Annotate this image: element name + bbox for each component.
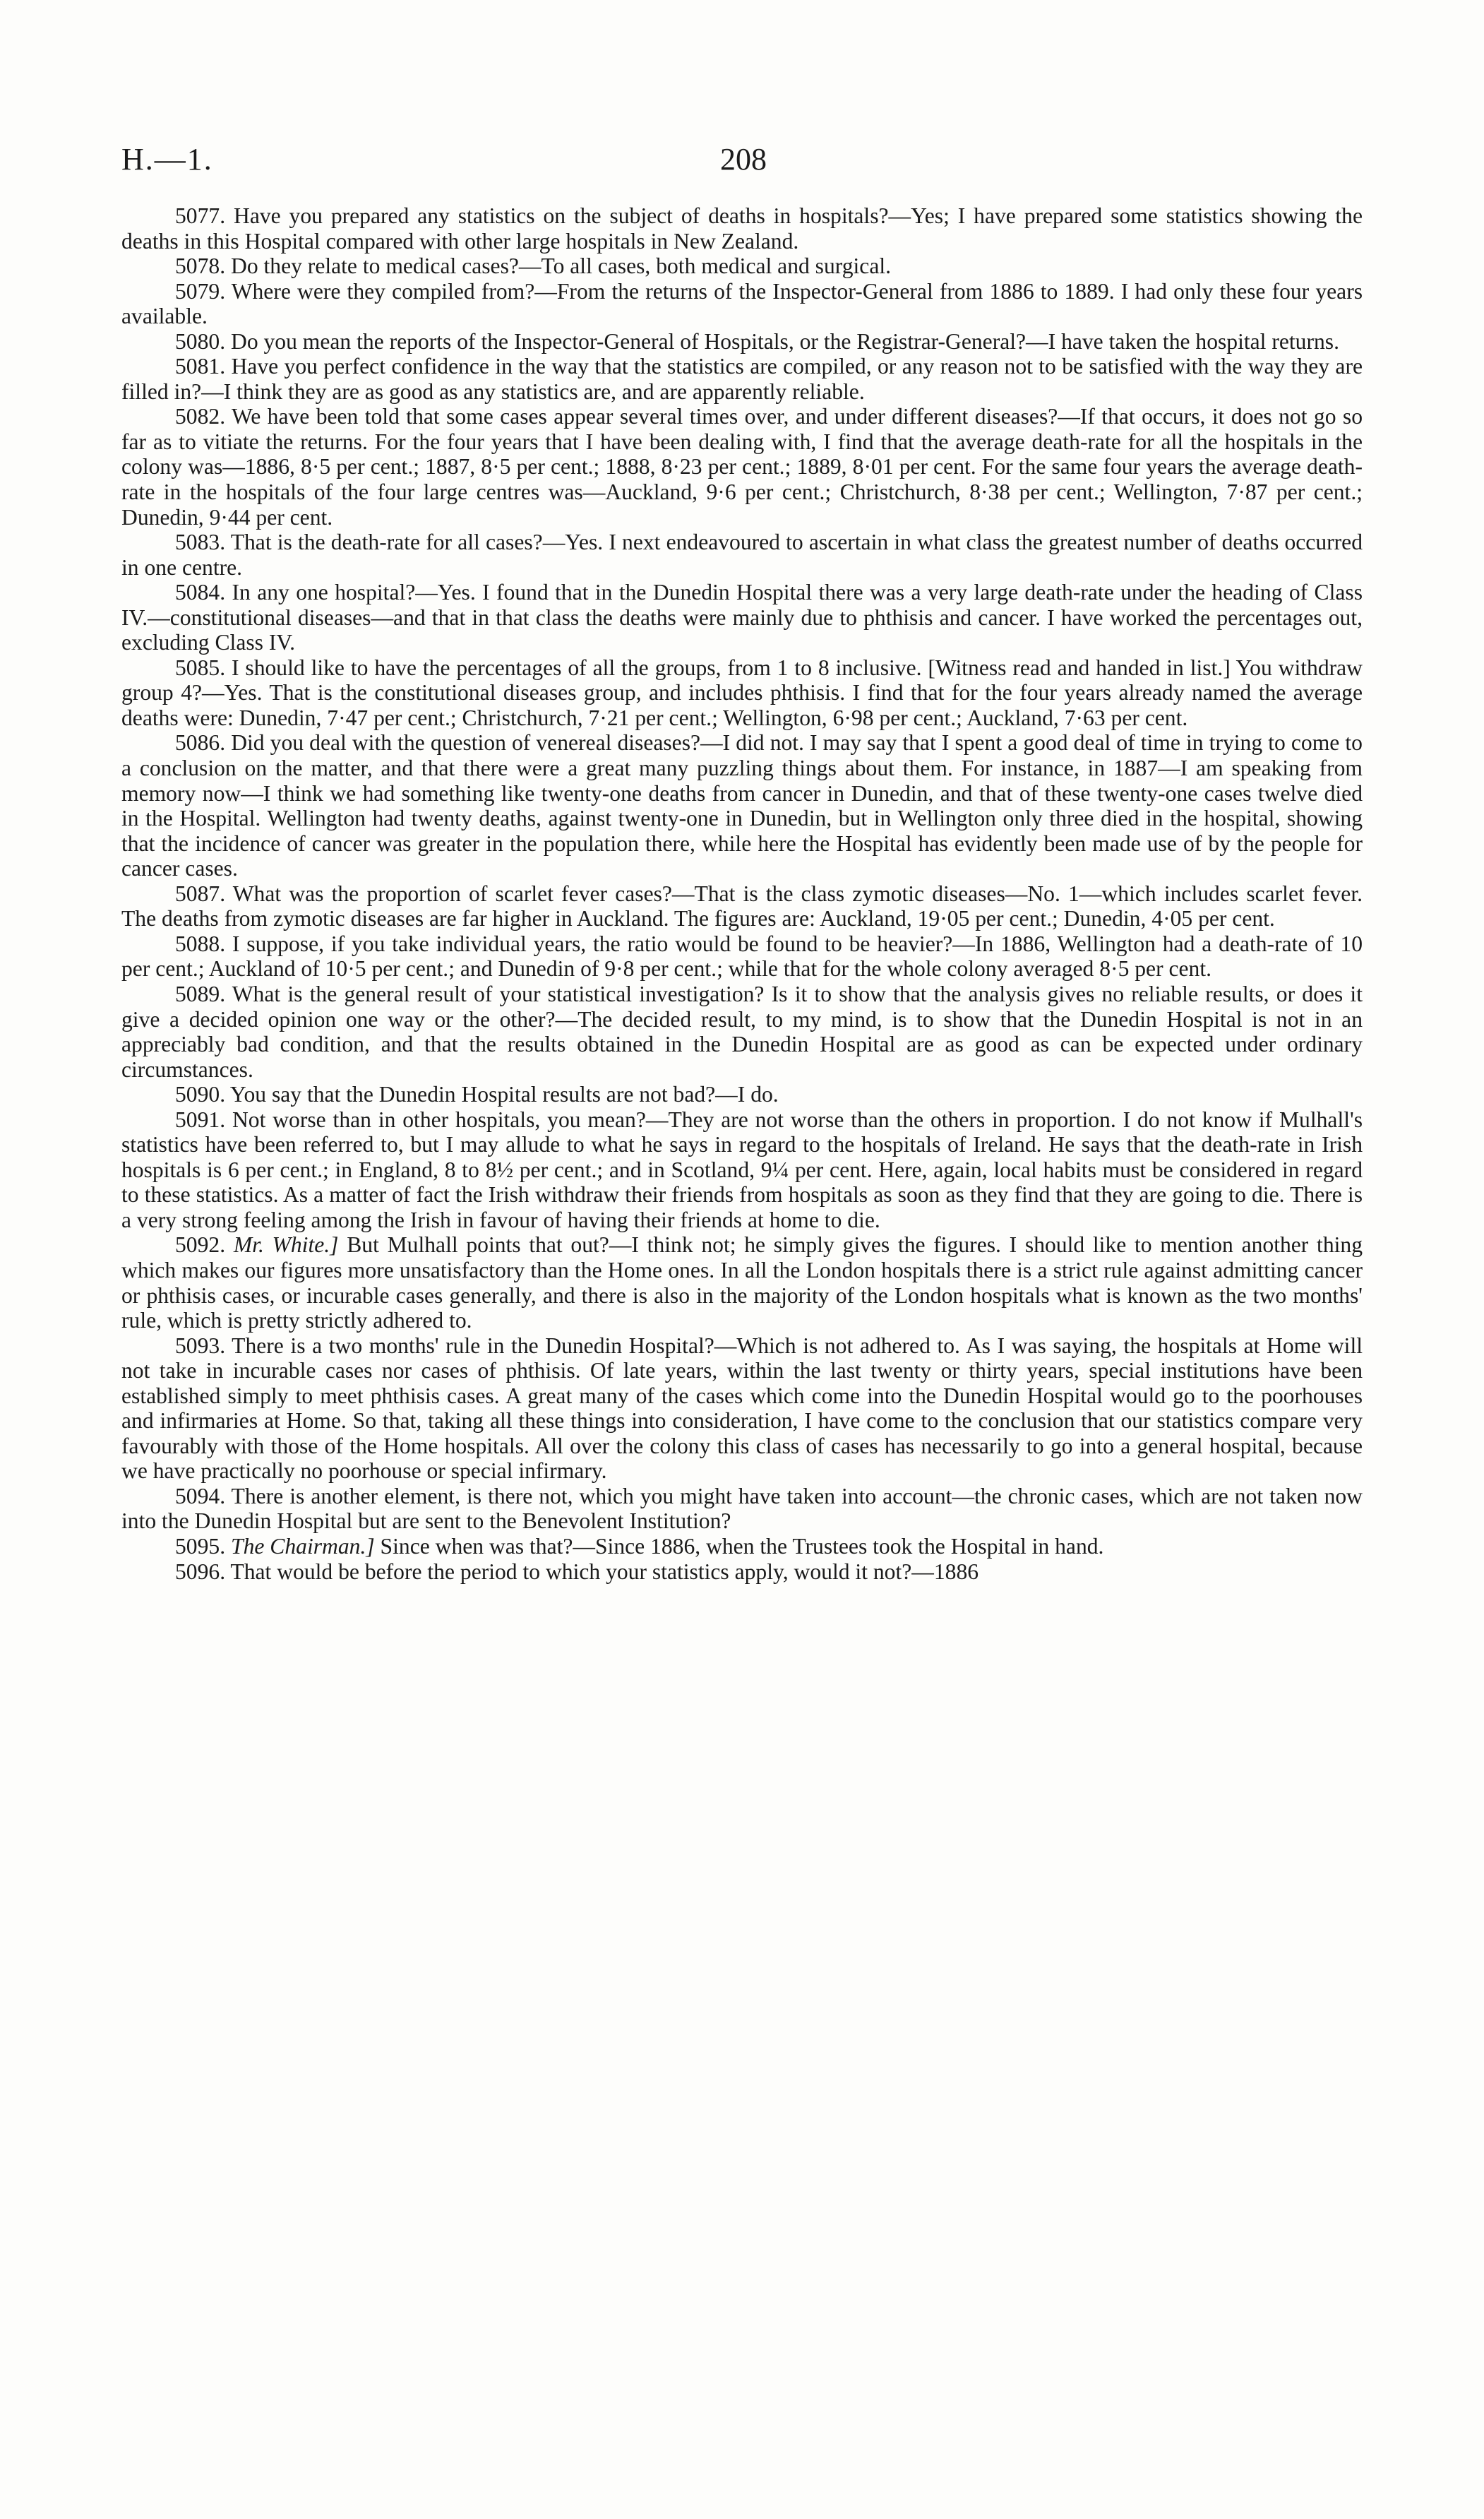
question-number: 5087. (175, 881, 226, 906)
paragraph-text: Do they relate to medical cases?—To all cases, both medical and surgical. (231, 254, 892, 279)
speaker-interjection: Mr. White.] (233, 1232, 339, 1258)
question-number: 5079. (175, 278, 226, 304)
paragraph-5077 (121, 203, 1363, 254)
paragraph-text: I suppose, if you take individual years, the ratio would be found to be heavier?—In 1886, Wellington had a death-rate of 10 per cent.; Auckland of 10·5 per cent.; and Dunedin of 9·8 per cent.; while that for the whole colony averaged 8·5 per cent. (121, 931, 1363, 982)
paragraph-text: There is a two months' rule in the Dunedin Hospital?—Which is not adhered to. As I was saying, the hospitals at Home will not take in incurable cases nor cases of phthisis. Of late years, within the last twenty or thirty years, special institutions have been established simply to meet phthisis cases. A great many of the cases which come into the Dunedin Hospital would go to the poorhouses and infirmaries at Home. So that, taking all these things into consideration, I have come to the conclusion that our statistics compare very favourably with those of the Home hospitals. All over the colony this class of cases has necessarily to go into a general hospital, because we have practically no poorhouse or special infirmary. (121, 1333, 1363, 1484)
document-reference: H.—1. (121, 142, 213, 177)
paragraph-5082 (121, 404, 1363, 530)
paragraph-5089 (121, 982, 1363, 1082)
paragraph-text: What was the proportion of scarlet fever cases?—That is the class zymotic diseases—No. 1—which includes scarlet fever. The deaths from zymotic diseases are far higher in Auckland. The figures are: Auckland, 19·05 per cent.; Dunedin, 4·05 per cent. (121, 881, 1363, 931)
paragraph-5090 (121, 1082, 1363, 1107)
paragraph-text: There is another element, is there not, which you might have taken into account—the chronic cases, which are not taken now into the Dunedin Hospital but are sent to the Benevolent Institution? (121, 1483, 1363, 1534)
question-number: 5084. (175, 580, 226, 605)
paragraph-5084 (121, 580, 1363, 655)
question-number: 5086. (175, 730, 226, 756)
paragraph-text: Did you deal with the question of venereal diseases?—I did not. I may say that I spent a good deal of time in trying to come to a conclusion on the matter, and that there were a great many puzzling things about them. For instance, in 1887—I am speaking from memory now—I think we had something like twenty-one deaths from cancer in Dunedin, and that of these twenty-one cases twelve died in the Hospital. Wellington had twenty deaths, against twenty-one in Dunedin, but in Wellington only three died in the hospital, showing that the incidence of cancer was greater in the population there, while here the Hospital has evidently been made use of by the people for cancer cases. (121, 730, 1363, 881)
paragraph-text: In any one hospital?—Yes. I found that in the Dunedin Hospital there was a very large death-rate under the heading of Class IV.—constitutional diseases—and that in that class the deaths were mainly due to phthisis and cancer. I have worked the percentages out, excluding Class IV. (121, 580, 1363, 655)
question-number: 5093. (175, 1333, 226, 1358)
paragraph-text: Not worse than in other hospitals, you mean?—They are not worse than the others in proportion. I do not know if Mulhall's statistics have been referred to, but I may allude to what he says in regard to the hospitals of Ireland. He says that the death-rate in Irish hospitals is 6 per cent.; in England, 8 to 8½ per cent.; and in Scotland, 9¼ per cent. Here, again, local habits must be considered in regard to these statistics. As a matter of fact the Irish withdraw their friends from hospitals as soon as they find that they are going to die. There is a very strong feeling among the Irish in favour of having their friends at home to die. (121, 1107, 1363, 1232)
paragraph-text: Have you prepared any statistics on the subject of deaths in hospitals?—Yes; I have prepared some statistics showing the deaths in this Hospital compared with other large hospitals in New Zealand. (121, 203, 1363, 254)
question-number: 5089. (175, 981, 226, 1006)
question-number: 5088. (175, 931, 226, 956)
question-number: 5085. (175, 655, 226, 680)
question-number: 5080. (175, 328, 226, 354)
paragraph-text: What is the general result of your statistical investigation? Is it to show that the analysis gives no reliable results, or does it give a decided opinion one way or the other?—The decided result, to my mind, is to show that the Dunedin Hospital is not in an appreciably bad condition, and that the results obtained in the Dunedin Hospital are as good as can be expected under ordinary circumstances. (121, 981, 1363, 1082)
paragraph-text: Since when was that?—Since 1886, when the Trustees took the Hospital in hand. (380, 1533, 1104, 1559)
page-header (0, 141, 1484, 184)
paragraph-5093 (121, 1333, 1363, 1484)
paragraph-5083 (121, 530, 1363, 580)
question-number: 5096. (175, 1559, 226, 1584)
paragraph-5094 (121, 1484, 1363, 1534)
question-number: 5078. (175, 254, 226, 279)
question-number: 5081. (175, 354, 226, 379)
paragraph-5085 (121, 655, 1363, 731)
paragraph-5087 (121, 881, 1363, 931)
paragraph-text: I should like to have the percentages of all the groups, from 1 to 8 inclusive. [Witness read and handed in list.] You withdraw group 4?—Yes. That is the constitutional diseases group, and includes phthisis. I find that for the four years already named the average deaths were: Dunedin, 7·47 per cent.; Christchurch, 7·21 per cent.; Wellington, 6·98 per cent.; Auckland, 7·63 per cent. (121, 655, 1363, 730)
paragraph-text: You say that the Dunedin Hospital results are not bad?—I do. (229, 1082, 779, 1107)
paragraph-text: But Mulhall points that out?—I think not; he simply gives the figures. I should like to mention another thing which makes our figures more unsatisfactory than the Home ones. In all the London hospitals there is a strict rule against admitting cancer or phthisis cases, or incurable cases generally, and there is also in the majority of the London hospitals what is known as the two months' rule, which is pretty strictly adhered to. (121, 1232, 1363, 1333)
paragraph-5095 (121, 1534, 1363, 1559)
paragraph-text: We have been told that some cases appear several times over, and under different diseases?—If that occurs, it does not go so far as to vitiate the returns. For the four years that I have been dealing with, I find that the average death-rate for all the hospitals in the colony was—1886, 8·5 per cent.; 1887, 8·5 per cent.; 1888, 8·23 per cent.; 1889, 8·01 per cent. For the same four years the average death-rate in the hospitals of the four large centres was—Auckland, 9·6 per cent.; Christchurch, 8·38 per cent.; Wellington, 7·87 per cent.; Dunedin, 9·44 per cent. (121, 404, 1363, 530)
question-number: 5092. (175, 1232, 226, 1258)
question-number: 5095. (175, 1533, 226, 1559)
paragraph-5086 (121, 730, 1363, 881)
question-number: 5082. (175, 404, 226, 429)
question-number: 5083. (175, 530, 226, 555)
paragraph-5080 (121, 329, 1363, 355)
paragraph-5081 (121, 354, 1363, 404)
question-number: 5077. (175, 203, 226, 228)
paragraph-text: That is the death-rate for all cases?—Yes. I next endeavoured to ascertain in what class the greatest number of deaths occurred in one centre. (121, 530, 1363, 580)
paragraph-5078 (121, 254, 1363, 279)
question-number: 5094. (175, 1483, 226, 1508)
paragraph-5096 (121, 1559, 1363, 1585)
paragraph-5079 (121, 279, 1363, 329)
speaker-interjection: The Chairman.] (231, 1533, 375, 1559)
paragraph-5091 (121, 1107, 1363, 1233)
paragraph-text: Do you mean the reports of the Inspector-General of Hospitals, or the Registrar-General?—I have taken the hospital returns. (231, 328, 1339, 354)
paragraph-text: That would be before the period to which your statistics apply, would it not?—1886 (230, 1559, 979, 1584)
paragraph-5088 (121, 931, 1363, 982)
document-body (121, 203, 1363, 1584)
question-number: 5091. (175, 1107, 226, 1132)
page-number: 208 (720, 142, 767, 177)
question-number: 5090. (175, 1082, 226, 1107)
paragraph-5092 (121, 1232, 1363, 1333)
paragraph-text: Where were they compiled from?—From the returns of the Inspector-General from 1886 to 1889. I had only these four years available. (121, 278, 1363, 329)
paragraph-text: Have you perfect confidence in the way that the statistics are compiled, or any reason not to be satisfied with the way they are filled in?—I think they are as good as any statistics are, and are apparently reliable. (121, 354, 1363, 404)
